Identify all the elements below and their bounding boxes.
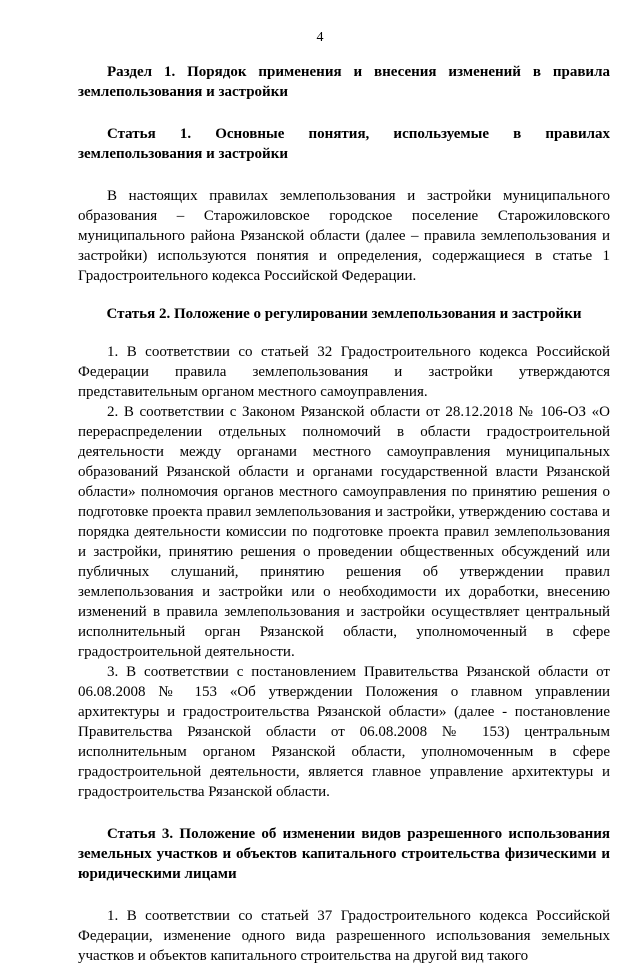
spacer [78, 286, 610, 304]
section-title: Раздел 1. Порядок применения и внесения изменений в правила землепользования и застройки [78, 64, 610, 100]
spacer [78, 324, 610, 342]
article-2-paragraph-1: 1. В соответствии со статьей 32 Градостроительного кодекса Российской Федерации правила землепользования и застройки утверждаются представительным органом местного самоуправления. [78, 344, 610, 400]
spacer [78, 102, 610, 124]
spacer [78, 802, 610, 824]
page-number: 4 [316, 30, 324, 45]
article-2-paragraph-3: 3. В соответствии с постановлением Правительства Рязанской области от 06.08.2008 № 153 «Об утверждении Положения о главном управлении архитектуры и градостроительства Рязанской области» (далее - постановление Правительства Рязанской области от 06.08.2008 № 153) центральным исполнительным органом Рязанской области, уполномоченным в сфере градостроительной деятельности, является главное управление архитектуры и градостроительства Рязанской области. [78, 664, 610, 800]
spacer [78, 164, 610, 186]
document-body [78, 62, 610, 966]
spacer [78, 884, 610, 906]
article-3-title: Статья 3. Положение об изменении видов разрешенного использования земельных участков и объектов капитального строительства физическими и юридическими лицами [78, 826, 610, 882]
article-1-title: Статья 1. Основные понятия, используемые в правилах землепользования и застройки [78, 126, 610, 162]
article-3-paragraph-1: 1. В соответствии со статьей 37 Градостроительного кодекса Российской Федерации, изменение одного вида разрешенного использования земельных участков и объектов капитального строительства на другой вид такого [78, 908, 610, 964]
article-2-title: Статья 2. Положение о регулировании землепользования и застройки [106, 306, 582, 322]
article-1-paragraph: В настоящих правилах землепользования и застройки муниципального образования – Старожиловское городское поселение Старожиловского муниципального района Рязанской области (далее – правила землепользования и застройки) используются понятия и определения, содержащиеся в статье 1 Градостроительного кодекса Российской Федерации. [78, 188, 610, 284]
article-2-paragraph-2: 2. В соответствии с Законом Рязанской области от 28.12.2018 № 106-ОЗ «О перераспределении отдельных полномочий в области градостроительной деятельности между органами местного самоуправления муниципальных образований Рязанской области и органами государственной власти Рязанской области» полномочия органов местного самоуправления по принятию решения о подготовке проекта правил землепользования и застройки, утверждению состава и порядка деятельности комиссии по подготовке проекта правил землепользования и застройки, принятию решения о проведении общественных обсуждений или публичных слушаний, принятию решения об утверждении правил землепользования и застройки или о необходимости их доработки, внесению изменений в правила землепользования и застройки осуществляет центральный исполнительный орган Рязанской области, уполномоченный в сфере градостроительной деятельности. [78, 404, 610, 660]
